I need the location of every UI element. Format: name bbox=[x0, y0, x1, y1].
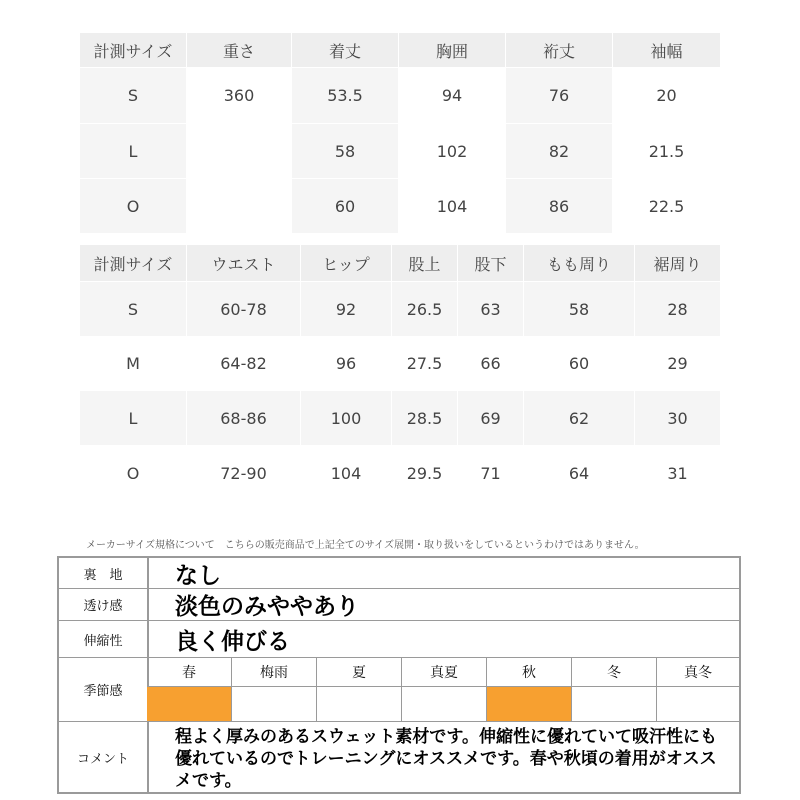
size-table-bottoms bbox=[79, 244, 721, 501]
spec-row-transparency bbox=[59, 589, 739, 621]
spec-label: 裏 地 bbox=[59, 558, 149, 588]
season-name: 真冬 bbox=[657, 658, 739, 687]
season-name: 春 bbox=[147, 658, 231, 687]
header-cell: 胸囲 bbox=[399, 33, 506, 68]
value-cell: 26.5 bbox=[392, 282, 458, 337]
season-cell bbox=[487, 658, 572, 721]
table-row bbox=[80, 391, 721, 446]
spec-value: 良く伸びる bbox=[175, 628, 290, 655]
value-cell: 102 bbox=[399, 124, 506, 179]
size-table-tops bbox=[79, 32, 721, 234]
spec-value: なし bbox=[175, 562, 221, 589]
size-cell: L bbox=[80, 391, 187, 446]
value-cell: 76 bbox=[506, 68, 613, 124]
value-cell: 53.5 bbox=[292, 68, 399, 124]
season-indicator bbox=[402, 687, 486, 721]
spec-label: 季節感 bbox=[59, 658, 149, 721]
value-cell: 63 bbox=[458, 282, 524, 337]
value-cell: 68-86 bbox=[187, 391, 301, 446]
value-cell: 30 bbox=[635, 391, 721, 446]
season-name: 夏 bbox=[317, 658, 401, 687]
season-name: 冬 bbox=[572, 658, 656, 687]
size-disclaimer-note: メーカーサイズ規格について こちらの販売商品で上記全てのサイズ展開・取り扱いをしているというわけではありません。 bbox=[86, 540, 645, 551]
value-cell: 69 bbox=[458, 391, 524, 446]
table-row bbox=[80, 68, 721, 124]
value-cell: 71 bbox=[458, 446, 524, 501]
header-cell: 計測サイズ bbox=[80, 33, 187, 68]
value-cell: 58 bbox=[524, 282, 635, 337]
value-cell: 100 bbox=[301, 391, 392, 446]
table-row bbox=[80, 446, 721, 501]
value-cell: 82 bbox=[506, 124, 613, 179]
value-cell: 96 bbox=[301, 337, 392, 391]
spec-row-lining bbox=[59, 558, 739, 589]
size-table-header-row bbox=[80, 33, 721, 68]
header-cell: 股上 bbox=[392, 245, 458, 282]
size-cell: S bbox=[80, 282, 187, 337]
season-cell bbox=[402, 658, 487, 721]
value-cell bbox=[187, 124, 292, 179]
season-name: 真夏 bbox=[402, 658, 486, 687]
value-cell: 27.5 bbox=[392, 337, 458, 391]
value-cell: 21.5 bbox=[613, 124, 721, 179]
value-cell: 94 bbox=[399, 68, 506, 124]
size-cell: O bbox=[80, 179, 187, 234]
value-cell: 29.5 bbox=[392, 446, 458, 501]
season-indicator bbox=[232, 687, 316, 721]
header-cell: 着丈 bbox=[292, 33, 399, 68]
value-cell: 72-90 bbox=[187, 446, 301, 501]
spec-row-stretch bbox=[59, 621, 739, 658]
table-row bbox=[80, 179, 721, 234]
size-cell: S bbox=[80, 68, 187, 124]
season-cell bbox=[572, 658, 657, 721]
spec-label: 透け感 bbox=[59, 589, 149, 620]
spec-label: コメント bbox=[59, 722, 149, 792]
product-spec-table bbox=[57, 556, 741, 794]
value-cell: 64-82 bbox=[187, 337, 301, 391]
header-cell: ヒップ bbox=[301, 245, 392, 282]
value-cell: 28.5 bbox=[392, 391, 458, 446]
spec-value: 淡色のみややあり bbox=[175, 594, 359, 620]
value-cell: 104 bbox=[399, 179, 506, 234]
table-row bbox=[80, 337, 721, 391]
season-name: 秋 bbox=[487, 658, 571, 687]
season-indicator bbox=[487, 687, 571, 721]
season-indicator bbox=[657, 687, 739, 721]
size-cell: O bbox=[80, 446, 187, 501]
header-cell: 裄丈 bbox=[506, 33, 613, 68]
value-cell: 92 bbox=[301, 282, 392, 337]
header-cell: 袖幅 bbox=[613, 33, 721, 68]
value-cell: 58 bbox=[292, 124, 399, 179]
value-cell: 22.5 bbox=[613, 179, 721, 234]
header-cell: 股下 bbox=[458, 245, 524, 282]
spec-row-comment bbox=[59, 722, 739, 792]
header-cell: ウエスト bbox=[187, 245, 301, 282]
value-cell: 29 bbox=[635, 337, 721, 391]
season-cell bbox=[317, 658, 402, 721]
table-row bbox=[80, 124, 721, 179]
spec-row-season bbox=[59, 658, 739, 722]
header-cell: 計測サイズ bbox=[80, 245, 187, 282]
size-table-header-row bbox=[80, 245, 721, 282]
season-grid bbox=[147, 658, 739, 721]
value-cell: 64 bbox=[524, 446, 635, 501]
value-cell: 86 bbox=[506, 179, 613, 234]
season-indicator bbox=[572, 687, 656, 721]
size-cell: M bbox=[80, 337, 187, 391]
comment-text: 程よく厚みのあるスウェット素材です。伸縮性に優れていて吸汗性にも優れているのでトレーニングにオススメです。春や秋頃の着用がオススメです。 bbox=[175, 727, 717, 791]
header-cell: 重さ bbox=[187, 33, 292, 68]
value-cell: 31 bbox=[635, 446, 721, 501]
season-indicator bbox=[317, 687, 401, 721]
table-row bbox=[80, 282, 721, 337]
size-cell: L bbox=[80, 124, 187, 179]
value-cell: 360 bbox=[187, 68, 292, 124]
spec-label: 伸縮性 bbox=[59, 621, 149, 657]
value-cell bbox=[187, 179, 292, 234]
value-cell: 20 bbox=[613, 68, 721, 124]
header-cell: 裾周り bbox=[635, 245, 721, 282]
value-cell: 62 bbox=[524, 391, 635, 446]
value-cell: 60 bbox=[524, 337, 635, 391]
header-cell: もも周り bbox=[524, 245, 635, 282]
season-cell bbox=[657, 658, 739, 721]
value-cell: 60 bbox=[292, 179, 399, 234]
season-name: 梅雨 bbox=[232, 658, 316, 687]
value-cell: 66 bbox=[458, 337, 524, 391]
value-cell: 28 bbox=[635, 282, 721, 337]
value-cell: 104 bbox=[301, 446, 392, 501]
value-cell: 60-78 bbox=[187, 282, 301, 337]
season-cell bbox=[232, 658, 317, 721]
season-indicator bbox=[147, 687, 231, 721]
season-cell bbox=[147, 658, 232, 721]
